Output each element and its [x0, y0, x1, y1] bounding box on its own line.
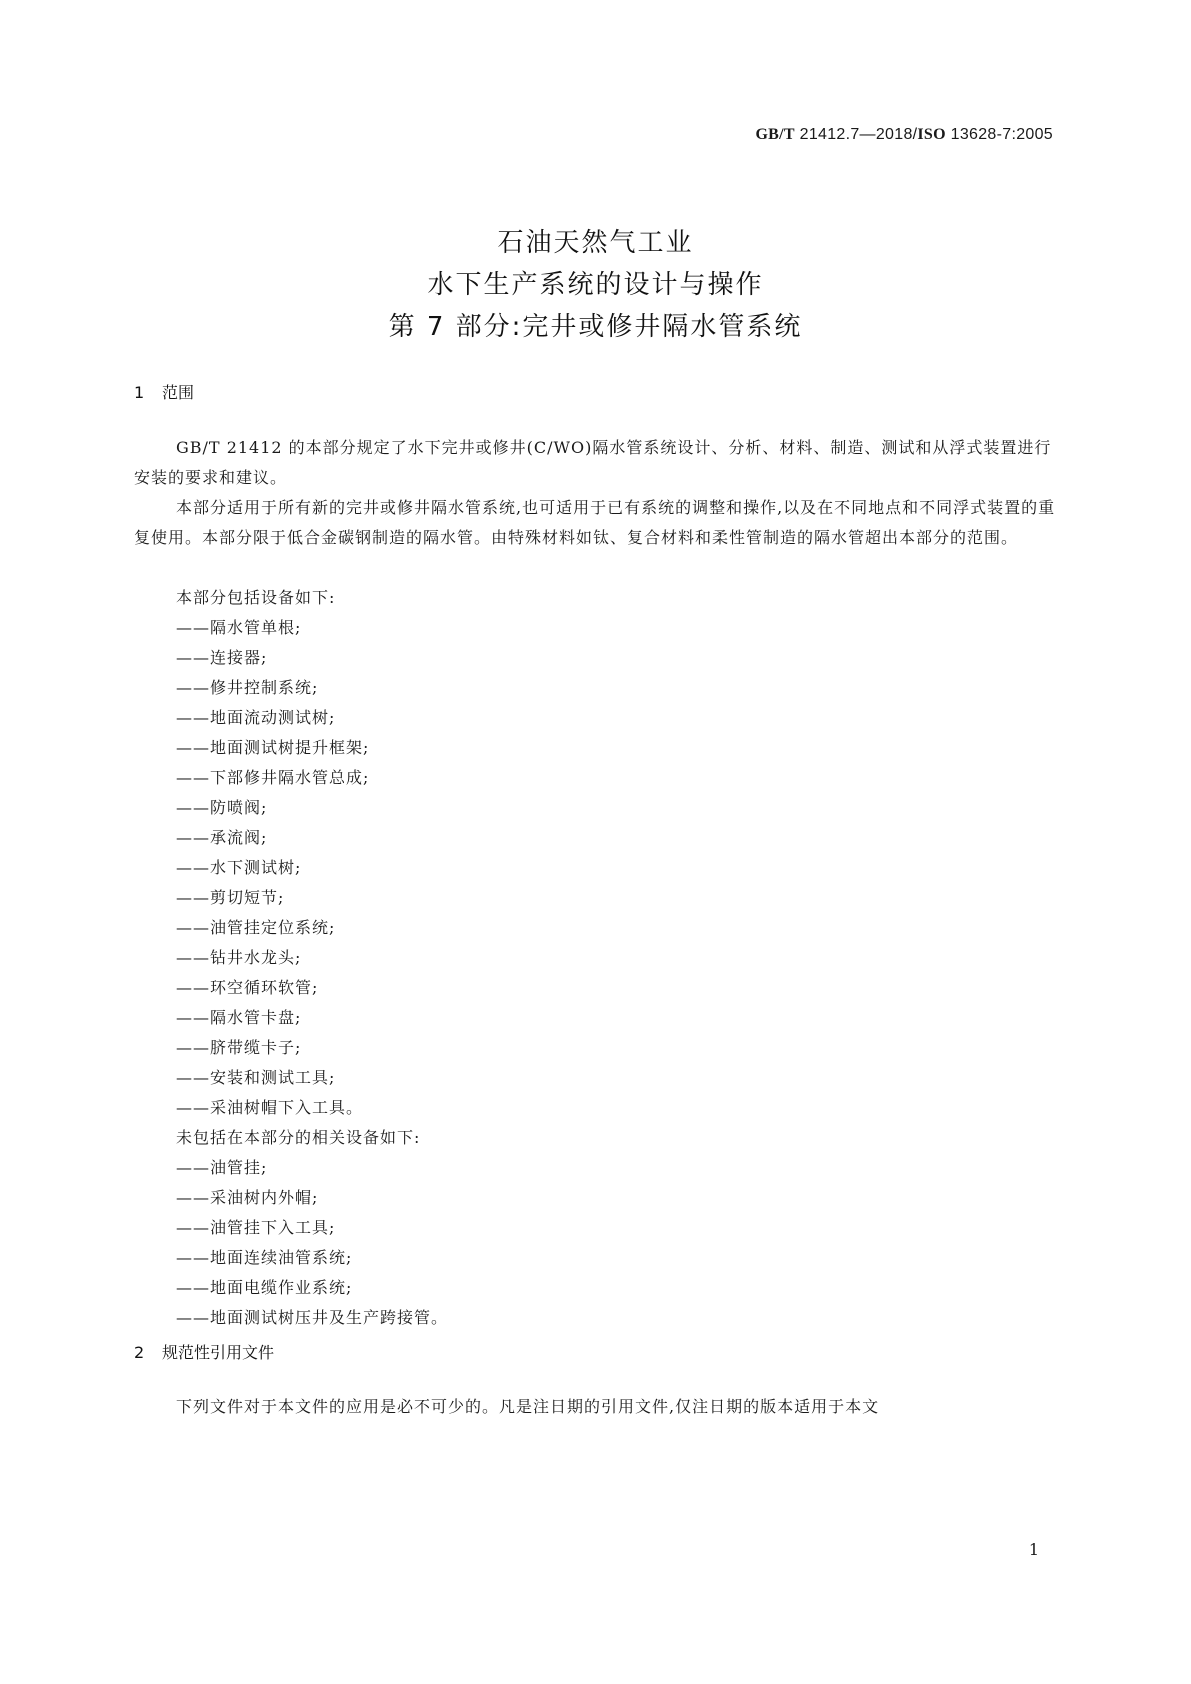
list-item: ——剪切短节;: [176, 888, 285, 907]
section-1-number: 1: [134, 383, 145, 402]
section-1-heading: [134, 380, 194, 403]
title-line-3: 第 7 部分:完井或修井隔水管系统: [388, 312, 803, 342]
iso-prefix: ISO: [917, 126, 946, 143]
list-item: ——采油树帽下入工具。: [176, 1098, 364, 1117]
list-item: ——地面电缆作业系统;: [176, 1278, 353, 1297]
title-line-1: 石油天然气工业: [497, 228, 694, 258]
list-item: ——油管挂;: [176, 1158, 268, 1177]
list-item: ——水下测试树;: [176, 858, 302, 877]
standard-number: 21412.7—2018/: [799, 126, 918, 143]
list-item: ——地面流动测试树;: [176, 708, 336, 727]
list-item: ——地面测试树提升框架;: [176, 738, 370, 757]
section-2-heading: [134, 1340, 274, 1363]
section-1-title: 范围: [162, 383, 195, 402]
list-item: ——隔水管卡盘;: [176, 1008, 302, 1027]
list-item: ——采油树内外帽;: [176, 1188, 319, 1207]
list-item: ——下部修井隔水管总成;: [176, 768, 370, 787]
standard-prefix: GB/T: [755, 126, 795, 143]
section-1-paragraph-2: 本部分适用于所有新的完井或修井隔水管系统,也可适用于已有系统的调整和操作,以及在不同地点和不同浮式装置的重复使用。本部分限于低合金碳钢制造的隔水管。由特殊材料如钛、复合材料和柔性管制造的隔水管超出本部分的范围。: [134, 498, 1056, 547]
list-item: ——油管挂下入工具;: [176, 1218, 336, 1237]
included-equipment-list: [176, 583, 448, 1333]
list-item: ——钻井水龙头;: [176, 948, 302, 967]
included-intro: 本部分包括设备如下:: [176, 588, 336, 607]
list-item: ——修井控制系统;: [176, 678, 319, 697]
list-item: ——脐带缆卡子;: [176, 1038, 302, 1057]
section-2-title: 规范性引用文件: [162, 1343, 275, 1362]
iso-number: 13628-7:2005: [950, 126, 1053, 143]
page-number: 1: [1028, 1540, 1039, 1559]
title-line-2: 水下生产系统的设计与操作: [427, 270, 764, 300]
list-item: ——承流阀;: [176, 828, 268, 847]
document-title: [0, 222, 1191, 348]
list-item: ——地面连续油管系统;: [176, 1248, 353, 1267]
list-item: ——油管挂定位系统;: [176, 918, 336, 937]
standard-code: [755, 126, 1053, 144]
list-item: ——地面测试树压井及生产跨接管。: [176, 1308, 449, 1327]
excluded-intro: 未包括在本部分的相关设备如下:: [176, 1128, 421, 1147]
section-2-paragraph-1: 下列文件对于本文件的应用是必不可少的。凡是注日期的引用文件,仅注日期的版本适用于本文: [176, 1397, 880, 1416]
list-item: ——安装和测试工具;: [176, 1068, 336, 1087]
section-1-paragraph-1: GB/T 21412 的本部分规定了水下完井或修井(C/WO)隔水管系统设计、分析、材料、制造、测试和从浮式装置进行安装的要求和建议。: [134, 438, 1052, 487]
list-item: ——连接器;: [176, 648, 268, 667]
list-item: ——防喷阀;: [176, 798, 268, 817]
list-item: ——隔水管单根;: [176, 618, 302, 637]
list-item: ——环空循环软管;: [176, 978, 319, 997]
section-2-number: 2: [134, 1343, 145, 1362]
